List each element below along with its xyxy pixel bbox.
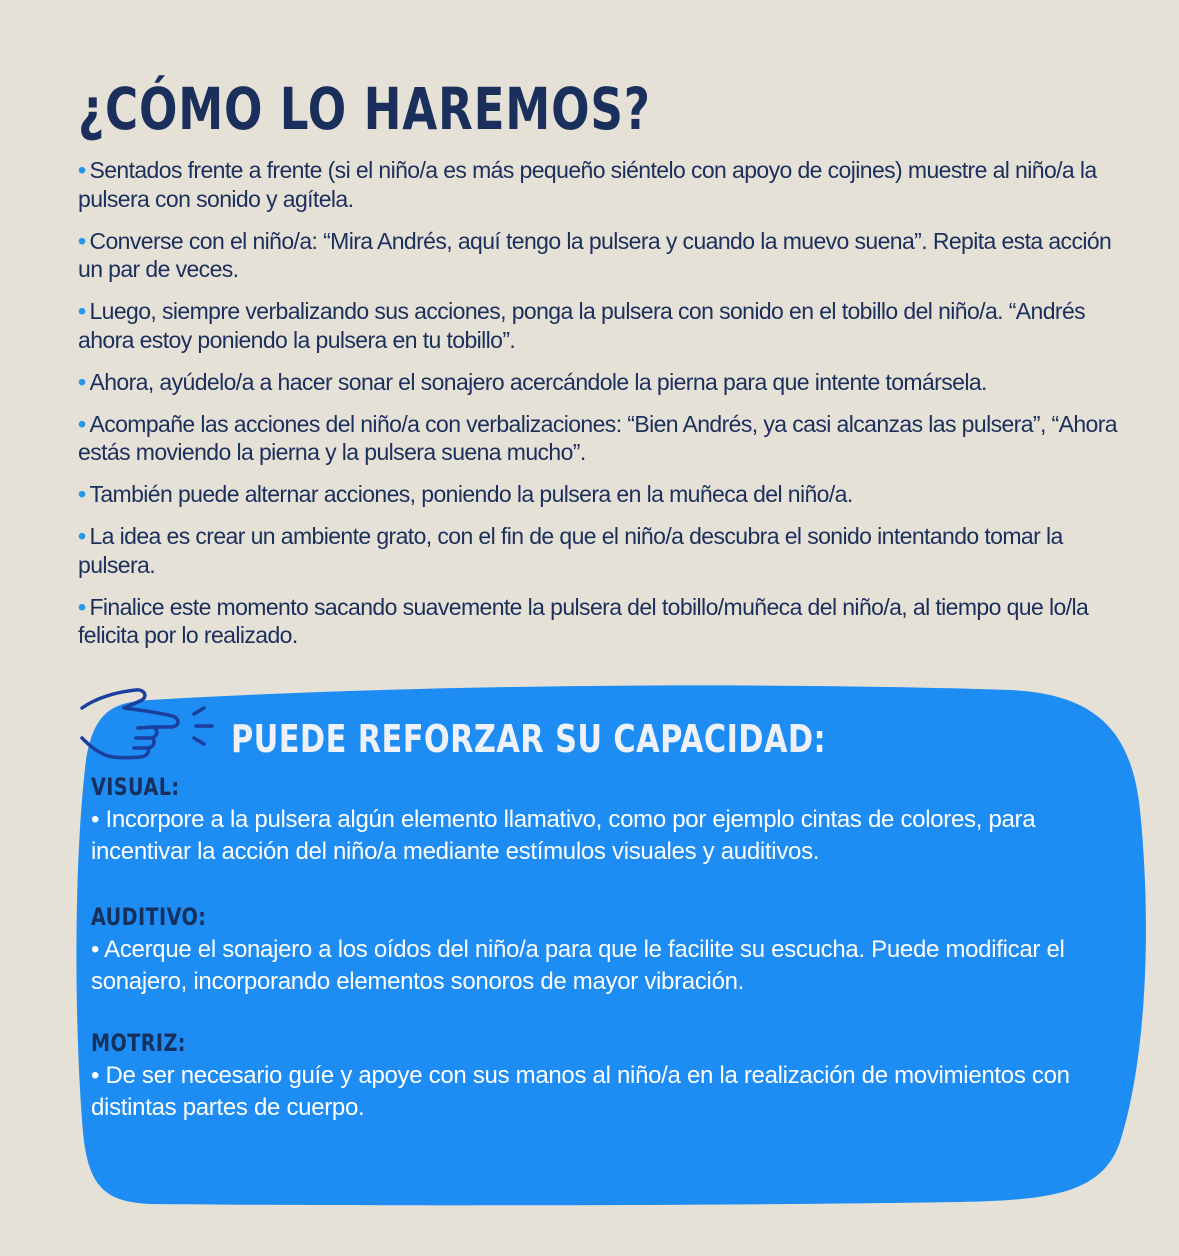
step-text: Converse con el niño/a: “Mira Andrés, aquí tengo la pulsera y cuando la muevo suena”. Repita esta acción un par de veces.: [78, 227, 1112, 282]
step-text: Luego, siempre verbalizando sus acciones, ponga la pulsera con sonido en el tobillo del niño/a. “Andrés ahora estoy poniendo la pulsera en tu tobillo”.: [78, 298, 1086, 353]
bullet: •: [78, 298, 86, 324]
page-title: ¿CÓMO LO HAREMOS?: [78, 75, 651, 143]
section-label: AUDITIVO:: [91, 903, 207, 931]
bullet: •: [78, 523, 86, 549]
section-text: • Acerque el sonajero a los oídos del niño/a para que le facilite su escucha. Puede modificar el sonajero, incorporando elementos sonoros de mayor vibración.: [91, 936, 1065, 995]
section-label: MOTRIZ:: [91, 1029, 186, 1057]
section-motriz: [91, 1029, 1101, 1124]
step-text: Sentados frente a frente (si el niño/a es más pequeño siéntelo con apoyo de cojines) muestre al niño/a la pulsera con sonido y agítela.: [78, 157, 1097, 212]
step-text: Ahora, ayúdelo/a a hacer sonar el sonajero acercándole la pierna para que intente tomársela.: [89, 368, 987, 395]
section-label: VISUAL:: [91, 773, 180, 801]
step-text: La idea es crear un ambiente grato, con el fin de que el niño/a descubra el sonido intentando tomar la pulsera.: [78, 523, 1063, 578]
step-text: Acompañe las acciones del niño/a con verbalizaciones: “Bien Andrés, ya casi alcanzas las pulsera”, “Ahora estás moviendo la pierna y la pulsera suena mucho”.: [78, 410, 1117, 465]
step-text: También puede alternar acciones, poniendo la pulsera en la muñeca del niño/a.: [89, 481, 853, 507]
callout-title: PUEDE REFORZAR SU CAPACIDAD:: [231, 717, 827, 761]
section-visual: [91, 773, 1101, 868]
bullet: •: [78, 410, 86, 437]
bullet: •: [78, 593, 86, 620]
bullet: •: [78, 157, 86, 183]
step-text: Finalice este momento sacando suavemente la pulsera del tobillo/muñeca del niño/a, al tiempo que lo/la felicita por lo realizado.: [78, 593, 1089, 648]
section-text: • Incorpore a la pulsera algún elemento llamativo, como por ejemplo cintas de colores, para incentivar la acción del niño/a mediante estímulos visuales y auditivos.: [91, 806, 1036, 865]
bullet: •: [78, 481, 86, 507]
bullet: •: [78, 227, 86, 254]
section-auditivo: [91, 903, 1101, 998]
pointing-hand-icon: [76, 686, 221, 766]
section-text: • De ser necesario guíe y apoye con sus manos al niño/a en la realización de movimientos con distintas partes de cuerpo.: [91, 1062, 1070, 1121]
bullet: •: [78, 368, 86, 395]
